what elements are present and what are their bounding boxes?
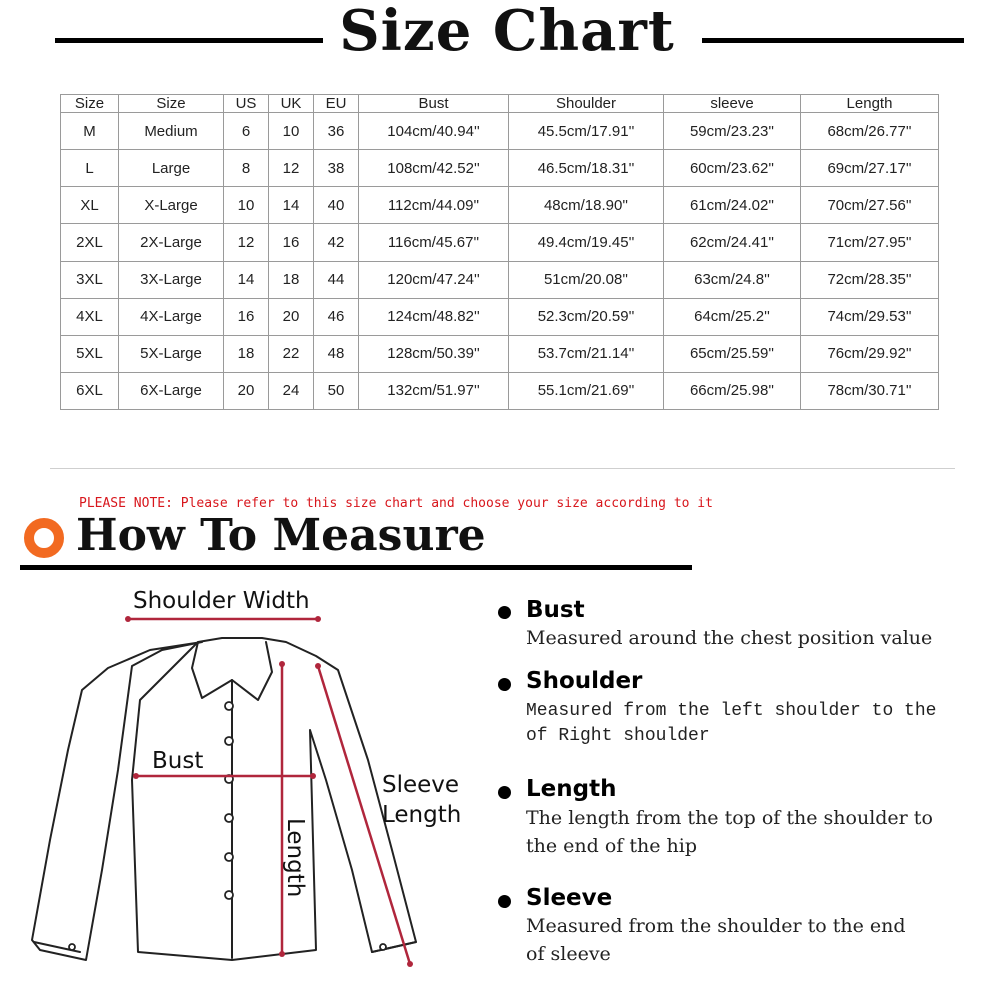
sleeve-description-line1: Measured from the shoulder to the end — [526, 915, 906, 937]
table-row — [61, 187, 939, 224]
table-cell: 112cm/44.09'' — [359, 187, 509, 224]
table-cell: XL — [61, 187, 119, 224]
column-header: Size — [61, 95, 119, 113]
table-cell: 60cm/23.62'' — [664, 150, 801, 187]
please-note: PLEASE NOTE: Please refer to this size chart and choose your size according to it — [79, 496, 713, 511]
table-row — [61, 372, 939, 409]
table-cell: 65cm/25.59'' — [664, 335, 801, 372]
column-header: sleeve — [664, 95, 801, 113]
table-cell: 42 — [314, 224, 359, 261]
table-cell: M — [61, 113, 119, 150]
table-header-row — [61, 95, 939, 113]
table-cell: 49.4cm/19.45'' — [509, 224, 664, 261]
size-table — [60, 94, 939, 410]
table-cell: 5XL — [61, 335, 119, 372]
shirt-measurement-diagram — [20, 580, 490, 990]
table-cell: 52.3cm/20.59'' — [509, 298, 664, 335]
length-heading: Length — [526, 776, 617, 802]
table-row — [61, 113, 939, 150]
table-cell: 68cm/26.77'' — [801, 113, 939, 150]
how-to-measure-rule — [20, 565, 692, 570]
button-icon — [225, 891, 233, 899]
table-cell: 128cm/50.39'' — [359, 335, 509, 372]
table-cell: 108cm/42.52'' — [359, 150, 509, 187]
table-cell: 61cm/24.02'' — [664, 187, 801, 224]
table-cell: 46.5cm/18.31'' — [509, 150, 664, 187]
table-cell: 46 — [314, 298, 359, 335]
table-row — [61, 261, 939, 298]
table-row — [61, 224, 939, 261]
table-cell: 69cm/27.17'' — [801, 150, 939, 187]
table-cell: 62cm/24.41'' — [664, 224, 801, 261]
shoulder-description-line2: of Right shoulder — [526, 726, 710, 746]
table-cell: 124cm/48.82'' — [359, 298, 509, 335]
section-divider — [50, 468, 955, 469]
table-cell: 18 — [224, 335, 269, 372]
table-cell: 38 — [314, 150, 359, 187]
table-cell: 48cm/18.90'' — [509, 187, 664, 224]
measurement-endpoints — [125, 616, 413, 967]
table-row — [61, 298, 939, 335]
table-cell: 55.1cm/21.69'' — [509, 372, 664, 409]
table-cell: 20 — [269, 298, 314, 335]
table-cell: 10 — [269, 113, 314, 150]
table-cell: 76cm/29.92'' — [801, 335, 939, 372]
table-cell: 45.5cm/17.91'' — [509, 113, 664, 150]
table-cell: 78cm/30.71'' — [801, 372, 939, 409]
column-header: Size — [119, 95, 224, 113]
table-cell: Medium — [119, 113, 224, 150]
table-cell: 71cm/27.95'' — [801, 224, 939, 261]
table-cell: 36 — [314, 113, 359, 150]
table-cell: 6XL — [61, 372, 119, 409]
bullet-icon — [498, 678, 511, 691]
table-cell: 2X-Large — [119, 224, 224, 261]
column-header: Bust — [359, 95, 509, 113]
table-cell: Large — [119, 150, 224, 187]
column-header: Shoulder — [509, 95, 664, 113]
table-cell: 72cm/28.35'' — [801, 261, 939, 298]
table-cell: L — [61, 150, 119, 187]
table-row — [61, 335, 939, 372]
table-cell: 50 — [314, 372, 359, 409]
length-description-line2: the end of the hip — [526, 835, 697, 857]
length-description-line1: The length from the top of the shoulder to — [526, 807, 933, 829]
bullet-icon — [498, 606, 511, 619]
table-cell: 14 — [269, 187, 314, 224]
table-cell: 40 — [314, 187, 359, 224]
sleeve-heading: Sleeve — [526, 885, 613, 911]
table-cell: 24 — [269, 372, 314, 409]
title-rule-right — [702, 38, 964, 43]
column-header: UK — [269, 95, 314, 113]
table-cell: 3X-Large — [119, 261, 224, 298]
how-to-measure-title: How To Measure — [76, 510, 486, 561]
table-row — [61, 150, 939, 187]
sleeve-label-line2: Length — [382, 802, 462, 828]
table-cell: 120cm/47.24'' — [359, 261, 509, 298]
table-cell: 12 — [224, 224, 269, 261]
bust-label: Bust — [152, 748, 204, 774]
table-cell: 5X-Large — [119, 335, 224, 372]
table-cell: 4X-Large — [119, 298, 224, 335]
table-cell: 16 — [224, 298, 269, 335]
table-cell: X-Large — [119, 187, 224, 224]
cuff-button-icon — [380, 944, 386, 950]
cuff-button-icon — [69, 944, 75, 950]
table-cell: 6X-Large — [119, 372, 224, 409]
orange-ring-icon — [22, 516, 66, 560]
column-header: Length — [801, 95, 939, 113]
table-cell: 51cm/20.08'' — [509, 261, 664, 298]
table-cell: 3XL — [61, 261, 119, 298]
table-cell: 44 — [314, 261, 359, 298]
table-cell: 10 — [224, 187, 269, 224]
bust-description: Measured around the chest position value — [526, 627, 933, 649]
shoulder-heading: Shoulder — [526, 668, 643, 694]
table-cell: 104cm/40.94'' — [359, 113, 509, 150]
table-cell: 8 — [224, 150, 269, 187]
table-cell: 22 — [269, 335, 314, 372]
table-cell: 64cm/25.2'' — [664, 298, 801, 335]
title-rule-left — [55, 38, 323, 43]
table-cell: 59cm/23.23'' — [664, 113, 801, 150]
table-cell: 53.7cm/21.14'' — [509, 335, 664, 372]
table-cell: 66cm/25.98'' — [664, 372, 801, 409]
button-icon — [225, 853, 233, 861]
table-cell: 63cm/24.8'' — [664, 261, 801, 298]
length-label: Length — [282, 818, 308, 898]
bullet-icon — [498, 895, 511, 908]
sleeve-label-line1: Sleeve — [382, 772, 460, 798]
table-cell: 2XL — [61, 224, 119, 261]
table-cell: 74cm/29.53'' — [801, 298, 939, 335]
sleeve-description-line2: of sleeve — [526, 943, 611, 965]
table-cell: 12 — [269, 150, 314, 187]
table-cell: 48 — [314, 335, 359, 372]
button-icon — [225, 702, 233, 710]
table-cell: 18 — [269, 261, 314, 298]
shoulder-description-line1: Measured from the left shoulder to the — [526, 701, 937, 721]
table-cell: 116cm/45.67'' — [359, 224, 509, 261]
table-cell: 132cm/51.97'' — [359, 372, 509, 409]
table-cell: 6 — [224, 113, 269, 150]
bust-heading: Bust — [526, 597, 585, 623]
button-icon — [225, 814, 233, 822]
table-cell: 20 — [224, 372, 269, 409]
shoulder-width-label: Shoulder Width — [133, 588, 310, 614]
bullet-icon — [498, 786, 511, 799]
column-header: EU — [314, 95, 359, 113]
table-cell: 4XL — [61, 298, 119, 335]
page-title: Size Chart — [339, 0, 675, 64]
column-header: US — [224, 95, 269, 113]
size-chart-header — [0, 0, 1000, 70]
table-cell: 70cm/27.56'' — [801, 187, 939, 224]
table-cell: 16 — [269, 224, 314, 261]
table-cell: 14 — [224, 261, 269, 298]
button-icon — [225, 737, 233, 745]
